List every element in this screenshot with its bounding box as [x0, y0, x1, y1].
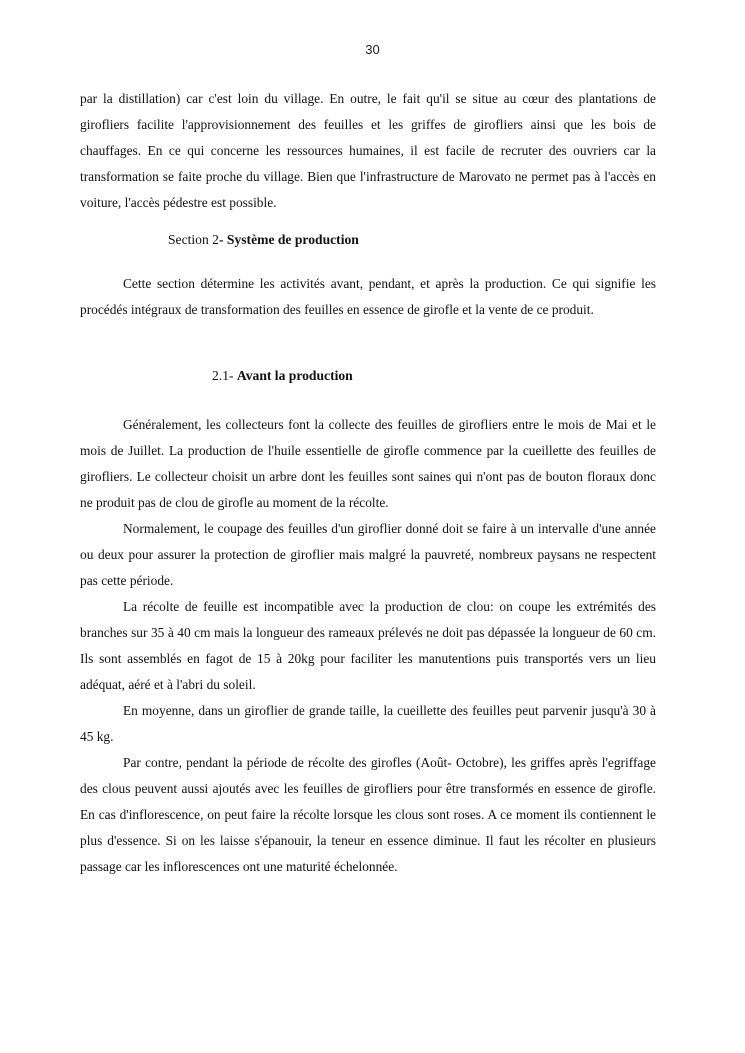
intro-paragraph: par la distillation) car c'est loin du village. En outre, le fait qu'il se situe au cœur des plantations de girofliers facilite l'approvisionnement des feuilles et les griffes de girofliers ainsi que les bois de chauffages. En ce qui concerne les ressources humaines, il est facile de recruter des ouvriers car la transformation se faite proche du village. Bien que l'infrastructure de Marovato ne permet pas à l'accès en voiture, l'accès pédestre est possible. — [80, 91, 656, 210]
section-heading-prefix: Section 2 — [168, 232, 219, 247]
paragraph-harvest-period: Généralement, les collecteurs font la collecte des feuilles de girofliers entre le mois de Mai et le mois de Juillet. La production de l'huile essentielle de girofle commence par la cueillette des feuilles de girofliers. Le collecteur choisit un arbre dont les feuilles sont saines qui n'ont pas de bouton floraux donc ne produit pas de clou de girofle au moment de la récolte. — [80, 417, 656, 510]
subsection-heading — [212, 366, 353, 386]
section-heading — [168, 230, 359, 250]
paragraph-yield: En moyenne, dans un giroflier de grande taille, la cueillette des feuilles peut parvenir jusqu'à 30 à 45 kg. — [80, 703, 656, 744]
section-intro-paragraph: Cette section détermine les activités avant, pendant, et après la production. Ce qui signifie les procédés intégraux de transformation des feuilles en essence de girofle et la vente de ce produit. — [80, 276, 656, 317]
paragraph-cutting-interval: Normalement, le coupage des feuilles d'un giroflier donné doit se faire à un intervalle d'une année ou deux pour assurer la protection de giroflier mais malgré la pauvreté, nombreux paysans ne respectent pas cette période. — [80, 521, 656, 588]
paragraph-leaf-harvest: La récolte de feuille est incompatible avec la production de clou: on coupe les extrémités des branches sur 35 à 40 cm mais la longueur des rameaux prélevés ne doit pas dépassée la longueur de 60 cm. Ils sont assemblés en fagot de 15 à 20kg pour faciliter les manutentions puis transportés vers un lieu adéquat, aéré et à l'abri du soleil. — [80, 599, 656, 692]
subsection-heading-title: Avant la production — [236, 368, 353, 383]
page-number: 30 — [365, 42, 380, 57]
paragraph-clove-harvest: Par contre, pendant la période de récolte des girofles (Août- Octobre), les griffes après l'egriffage des clous peuvent aussi ajoutés avec les feuilles de girofliers pour être transformés en essence de girofle. En cas d'inflorescence, on peut faire la récolte lorsque les clous sont roses. A ce moment ils contiennent le plus d'essence. Si on les laisse s'épanouir, la teneur en essence diminue. Il faut les récolter en plusieurs passage car les inflorescences ont une maturité échelonnée. — [80, 755, 656, 874]
subsection-heading-prefix: 2.1- — [212, 368, 237, 383]
section-heading-title: - Système de production — [218, 232, 359, 247]
